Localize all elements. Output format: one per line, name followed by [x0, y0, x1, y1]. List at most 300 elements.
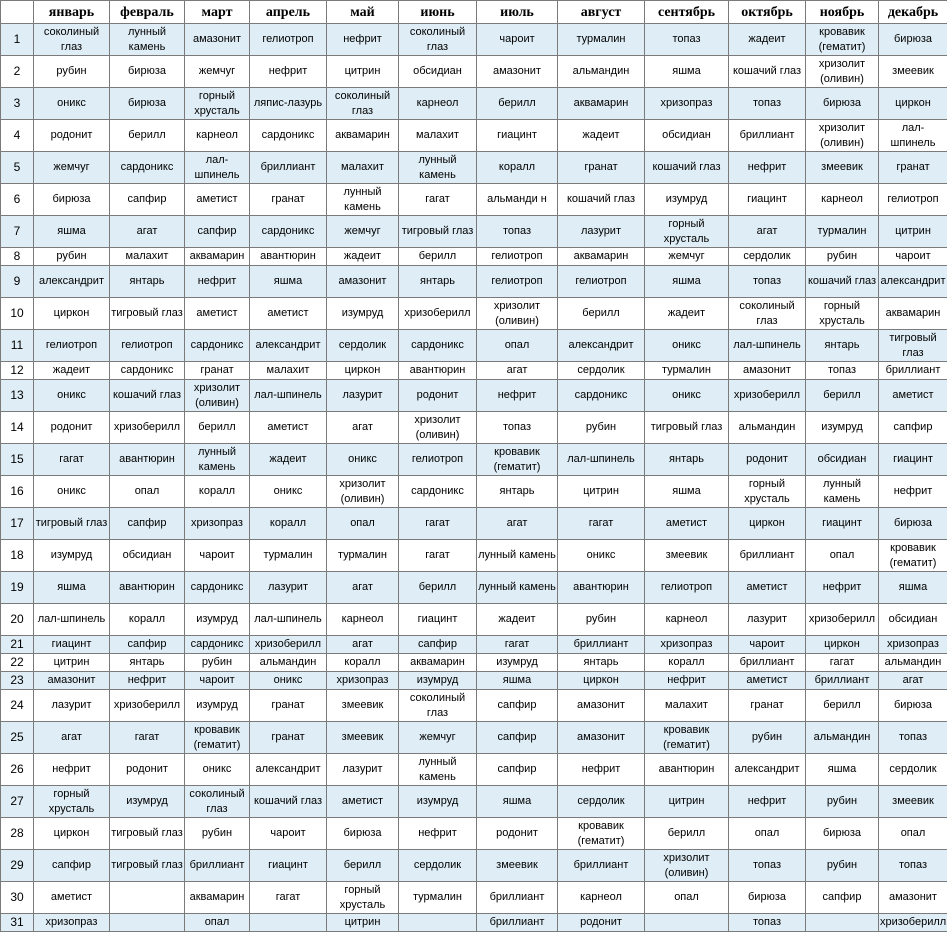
stone-cell: карнеол	[645, 604, 729, 636]
stone-cell: александрит	[250, 330, 327, 362]
stone-cell: рубин	[185, 818, 250, 850]
stone-cell: альмандин	[558, 56, 645, 88]
stone-cell: агат	[879, 672, 947, 690]
stone-cell: гранат	[558, 152, 645, 184]
stone-cell: хризолит (оливин)	[477, 298, 558, 330]
day-number-cell: 11	[1, 330, 34, 362]
stone-cell: жемчуг	[34, 152, 110, 184]
table-row	[1, 266, 947, 298]
stone-cell: агат	[477, 362, 558, 380]
stone-cell: бриллиант	[250, 152, 327, 184]
day-number-cell: 27	[1, 786, 34, 818]
stone-cell: нефрит	[110, 672, 185, 690]
stone-cell: чароит	[477, 24, 558, 56]
stone-cell: гелиотроп	[879, 184, 947, 216]
stone-cell: нефрит	[645, 672, 729, 690]
stone-cell: лал-шпинель	[879, 120, 947, 152]
stone-cell	[806, 914, 879, 932]
stone-cell: берилл	[477, 88, 558, 120]
stone-cell: аквамарин	[327, 120, 399, 152]
table-row	[1, 540, 947, 572]
stone-cell	[110, 914, 185, 932]
stone-cell: цитрин	[879, 216, 947, 248]
stone-cell: топаз	[729, 266, 806, 298]
stone-cell: аметист	[185, 298, 250, 330]
stone-cell: оникс	[34, 380, 110, 412]
stone-cell: изумруд	[327, 298, 399, 330]
stone-cell: аквамарин	[185, 248, 250, 266]
stone-cell: янтарь	[399, 266, 477, 298]
day-number-cell: 3	[1, 88, 34, 120]
stone-cell: лазурит	[327, 380, 399, 412]
stone-cell: турмалин	[250, 540, 327, 572]
stone-cell: агат	[327, 572, 399, 604]
stone-cell: лазурит	[34, 690, 110, 722]
stone-cell: александрит	[34, 266, 110, 298]
stone-cell: топаз	[879, 722, 947, 754]
stone-cell: гагат	[558, 508, 645, 540]
day-number-cell: 19	[1, 572, 34, 604]
stone-cell: сардоникс	[110, 152, 185, 184]
stone-cell: нефрит	[729, 152, 806, 184]
stone-cell: малахит	[110, 248, 185, 266]
stone-cell: лунный камень	[327, 184, 399, 216]
stone-cell: нефрит	[558, 754, 645, 786]
stone-cell: хризопраз	[34, 914, 110, 932]
table-row	[1, 56, 947, 88]
day-number-cell: 16	[1, 476, 34, 508]
stone-cell: бриллиант	[477, 882, 558, 914]
stone-cell: опал	[477, 330, 558, 362]
stone-cell: бирюза	[879, 508, 947, 540]
stone-cell: хризоберилл	[250, 636, 327, 654]
stone-cell: кошачий глаз	[729, 56, 806, 88]
stone-cell: кошачий глаз	[645, 152, 729, 184]
stone-cell: жадеит	[558, 120, 645, 152]
stone-cell: оникс	[185, 754, 250, 786]
stone-cell: янтарь	[477, 476, 558, 508]
stone-cell: турмалин	[806, 216, 879, 248]
stone-cell: турмалин	[645, 362, 729, 380]
month-header: июль	[477, 1, 558, 24]
stone-cell: лунный камень	[185, 444, 250, 476]
stone-cell: змеевик	[477, 850, 558, 882]
stone-cell: лунный камень	[110, 24, 185, 56]
stone-cell: аквамарин	[399, 654, 477, 672]
table-row	[1, 850, 947, 882]
stone-cell: малахит	[327, 152, 399, 184]
stone-cell: карнеол	[399, 88, 477, 120]
stone-cell: яшма	[477, 672, 558, 690]
table-row	[1, 184, 947, 216]
stone-cell: амазонит	[729, 362, 806, 380]
stone-cell: малахит	[399, 120, 477, 152]
day-number-cell: 4	[1, 120, 34, 152]
month-header: февраль	[110, 1, 185, 24]
stone-cell: бриллиант	[729, 540, 806, 572]
stone-cell: циркон	[34, 818, 110, 850]
stone-cell: родонит	[729, 444, 806, 476]
stone-cell: гагат	[399, 184, 477, 216]
stone-cell: гиацинт	[806, 508, 879, 540]
stone-cell: яшма	[477, 786, 558, 818]
stone-cell: авантюрин	[110, 572, 185, 604]
stone-cell: опал	[645, 882, 729, 914]
table-row	[1, 24, 947, 56]
table-row	[1, 88, 947, 120]
stone-cell: рубин	[185, 654, 250, 672]
stone-cell: хризолит (оливин)	[399, 412, 477, 444]
stone-cell: рубин	[806, 786, 879, 818]
stone-cell: агат	[110, 216, 185, 248]
stone-cell: циркон	[327, 362, 399, 380]
day-number-cell: 25	[1, 722, 34, 754]
stone-cell: агат	[34, 722, 110, 754]
corner-cell	[1, 1, 34, 24]
stone-cell: кровавик (гематит)	[558, 818, 645, 850]
stone-cell: нефрит	[34, 754, 110, 786]
stone-cell: бриллиант	[879, 362, 947, 380]
stone-cell: агат	[327, 636, 399, 654]
stone-cell: бирюза	[879, 690, 947, 722]
stone-cell: бриллиант	[185, 850, 250, 882]
month-header: декабрь	[879, 1, 947, 24]
stone-cell: гагат	[250, 882, 327, 914]
stone-cell: сапфир	[110, 636, 185, 654]
stone-cell: аметист	[185, 184, 250, 216]
table-row	[1, 914, 947, 932]
stone-cell: амазонит	[558, 690, 645, 722]
stone-cell: берилл	[806, 690, 879, 722]
stone-cell: коралл	[110, 604, 185, 636]
stone-cell: обсидиан	[399, 56, 477, 88]
stone-cell: жемчуг	[185, 56, 250, 88]
day-number-cell: 31	[1, 914, 34, 932]
table-row	[1, 330, 947, 362]
stone-cell: лунный камень	[477, 572, 558, 604]
stone-cell: хризоберилл	[729, 380, 806, 412]
table-row	[1, 636, 947, 654]
stone-cell: коралл	[327, 654, 399, 672]
day-number-cell: 5	[1, 152, 34, 184]
stone-cell: лазурит	[729, 604, 806, 636]
stone-cell: жемчуг	[399, 722, 477, 754]
stone-cell: горный хрусталь	[327, 882, 399, 914]
stone-cell: горный хрусталь	[806, 298, 879, 330]
stone-cell: турмалин	[558, 24, 645, 56]
stone-cell: гагат	[110, 722, 185, 754]
stone-cell: соколиный глаз	[399, 690, 477, 722]
day-number-cell: 10	[1, 298, 34, 330]
stone-cell: янтарь	[806, 330, 879, 362]
table-row	[1, 654, 947, 672]
stone-cell: жадеит	[645, 298, 729, 330]
stone-cell: соколиный глаз	[34, 24, 110, 56]
stone-cell: сардоникс	[185, 636, 250, 654]
stone-cell: хризолит (оливин)	[185, 380, 250, 412]
table-row	[1, 722, 947, 754]
month-header: октябрь	[729, 1, 806, 24]
stone-cell: жемчуг	[327, 216, 399, 248]
stone-cell: аметист	[34, 882, 110, 914]
stone-cell: цитрин	[34, 654, 110, 672]
stone-cell: топаз	[879, 850, 947, 882]
stone-cell: яшма	[34, 572, 110, 604]
stone-cell: коралл	[477, 152, 558, 184]
day-number-cell: 21	[1, 636, 34, 654]
stone-cell: янтарь	[558, 654, 645, 672]
stone-cell: лал-шпинель	[34, 604, 110, 636]
stone-cell: аквамарин	[558, 88, 645, 120]
month-header: ноябрь	[806, 1, 879, 24]
stone-cell: берилл	[327, 850, 399, 882]
stone-cell: аметист	[729, 672, 806, 690]
stone-cell: коралл	[185, 476, 250, 508]
table-row	[1, 818, 947, 850]
stone-cell: сапфир	[110, 184, 185, 216]
stone-cell: аквамарин	[185, 882, 250, 914]
stone-cell	[110, 882, 185, 914]
stone-cell: нефрит	[806, 572, 879, 604]
stone-cell: лунный камень	[399, 754, 477, 786]
day-number-cell: 29	[1, 850, 34, 882]
day-number-cell: 17	[1, 508, 34, 540]
table-row	[1, 786, 947, 818]
day-number-cell: 8	[1, 248, 34, 266]
stone-cell: оникс	[250, 672, 327, 690]
month-header: август	[558, 1, 645, 24]
day-number-cell: 12	[1, 362, 34, 380]
stone-cell: берилл	[399, 572, 477, 604]
stone-cell: сапфир	[185, 216, 250, 248]
stone-cell	[250, 914, 327, 932]
stone-cell: агат	[327, 412, 399, 444]
stone-cell: опал	[110, 476, 185, 508]
stone-cell: янтарь	[110, 654, 185, 672]
stone-cell: опал	[729, 818, 806, 850]
stone-cell: аметист	[645, 508, 729, 540]
stone-cell: янтарь	[110, 266, 185, 298]
stone-cell: хризоберилл	[110, 412, 185, 444]
stone-cell: аквамарин	[558, 248, 645, 266]
stone-cell: кошачий глаз	[250, 786, 327, 818]
stone-cell: авантюрин	[645, 754, 729, 786]
stone-cell: тигровый глаз	[399, 216, 477, 248]
stone-cell: амазонит	[327, 266, 399, 298]
stone-cell: чароит	[250, 818, 327, 850]
stone-cell: гиацинт	[879, 444, 947, 476]
stone-cell: сардоникс	[399, 330, 477, 362]
stone-cell: турмалин	[327, 540, 399, 572]
stone-cell: хризопраз	[879, 636, 947, 654]
stone-cell: изумруд	[185, 690, 250, 722]
stone-cell: сапфир	[34, 850, 110, 882]
stone-cell: хризопраз	[645, 636, 729, 654]
stone-cell: аметист	[250, 298, 327, 330]
stone-cell: гелиотроп	[250, 24, 327, 56]
stone-cell: змеевик	[879, 56, 947, 88]
stone-cell: цитрин	[327, 56, 399, 88]
table-row	[1, 216, 947, 248]
stone-cell: соколиный глаз	[399, 24, 477, 56]
table-row	[1, 508, 947, 540]
day-number-cell: 22	[1, 654, 34, 672]
stone-cell: гелиотроп	[110, 330, 185, 362]
stone-cell: авантюрин	[558, 572, 645, 604]
stone-cell: изумруд	[185, 604, 250, 636]
table-row	[1, 476, 947, 508]
stone-cell: кошачий глаз	[110, 380, 185, 412]
table-row	[1, 690, 947, 722]
stone-cell: цитрин	[558, 476, 645, 508]
stone-cell: сардоникс	[110, 362, 185, 380]
stone-cell: цитрин	[327, 914, 399, 932]
stone-cell: сардоникс	[558, 380, 645, 412]
stone-cell: турмалин	[399, 882, 477, 914]
stone-cell: тигровый глаз	[110, 298, 185, 330]
stone-cell	[645, 914, 729, 932]
stone-cell: карнеол	[185, 120, 250, 152]
stone-cell: изумруд	[399, 672, 477, 690]
table-row	[1, 604, 947, 636]
stone-cell: топаз	[806, 362, 879, 380]
stone-cell: изумруд	[110, 786, 185, 818]
stone-cell: альмандин	[806, 722, 879, 754]
stone-cell: амазонит	[558, 722, 645, 754]
stone-cell: яшма	[645, 476, 729, 508]
stone-cell: змеевик	[327, 722, 399, 754]
stone-cell: сапфир	[399, 636, 477, 654]
stone-cell: хризоберилл	[110, 690, 185, 722]
table-body	[1, 24, 947, 932]
stone-cell: горный хрусталь	[34, 786, 110, 818]
table-row	[1, 152, 947, 184]
stone-cell: бирюза	[110, 88, 185, 120]
stone-cell: бирюза	[879, 24, 947, 56]
stone-cell: лал-шпинель	[185, 152, 250, 184]
stone-cell: нефрит	[399, 818, 477, 850]
stone-cell: коралл	[645, 654, 729, 672]
day-number-cell: 9	[1, 266, 34, 298]
stone-cell: яшма	[806, 754, 879, 786]
stone-cell: гелиотроп	[645, 572, 729, 604]
stone-cell: соколиный глаз	[729, 298, 806, 330]
stone-cell: сапфир	[477, 754, 558, 786]
stone-cell: лунный камень	[806, 476, 879, 508]
stone-cell: хризоберилл	[806, 604, 879, 636]
stone-cell: хризолит (оливин)	[645, 850, 729, 882]
stone-cell: сердолик	[399, 850, 477, 882]
stone-cell: обсидиан	[645, 120, 729, 152]
stone-cell: рубин	[729, 722, 806, 754]
table-row	[1, 754, 947, 786]
stone-cell: циркон	[806, 636, 879, 654]
stone-cell: обсидиан	[879, 604, 947, 636]
month-header: сентябрь	[645, 1, 729, 24]
stone-cell: берилл	[110, 120, 185, 152]
stone-cell: бирюза	[806, 88, 879, 120]
stone-cell: опал	[185, 914, 250, 932]
stone-cell: тигровый глаз	[110, 850, 185, 882]
stone-cell: альмандин	[729, 412, 806, 444]
stone-cell: гранат	[250, 184, 327, 216]
table-row	[1, 298, 947, 330]
stone-cell: жемчуг	[645, 248, 729, 266]
stone-cell: альмандин	[250, 654, 327, 672]
stone-cell: хризопраз	[645, 88, 729, 120]
stone-cell: оникс	[327, 444, 399, 476]
stone-cell: змеевик	[327, 690, 399, 722]
stone-cell: гагат	[399, 508, 477, 540]
table-row	[1, 120, 947, 152]
stone-cell: оникс	[645, 380, 729, 412]
stone-cell: амазонит	[185, 24, 250, 56]
stone-cell: гагат	[477, 636, 558, 654]
table-row	[1, 444, 947, 476]
stone-cell: родонит	[399, 380, 477, 412]
stone-cell: гелиотроп	[34, 330, 110, 362]
stone-cell: яшма	[645, 266, 729, 298]
stone-cell: бриллиант	[806, 672, 879, 690]
stone-cell: родонит	[558, 914, 645, 932]
month-header: июнь	[399, 1, 477, 24]
stone-cell: нефрит	[250, 56, 327, 88]
stone-cell: берилл	[558, 298, 645, 330]
stone-cell: бирюза	[729, 882, 806, 914]
stone-cell: чароит	[185, 540, 250, 572]
stone-cell: авантюрин	[110, 444, 185, 476]
stone-cell: сапфир	[879, 412, 947, 444]
stone-cell: изумруд	[477, 654, 558, 672]
stone-cell: кровавик (гематит)	[806, 24, 879, 56]
stone-cell: гиацинт	[34, 636, 110, 654]
stone-cell: кровавик (гематит)	[477, 444, 558, 476]
stone-cell: нефрит	[185, 266, 250, 298]
stone-cell: агат	[729, 216, 806, 248]
stone-cell: гиацинт	[250, 850, 327, 882]
stone-cell: изумруд	[806, 412, 879, 444]
stone-cell: изумруд	[34, 540, 110, 572]
stone-cell: тигровый глаз	[34, 508, 110, 540]
stone-cell: сапфир	[477, 722, 558, 754]
stone-cell: нефрит	[879, 476, 947, 508]
stone-cell: хризолит (оливин)	[327, 476, 399, 508]
stone-cell: яшма	[879, 572, 947, 604]
stone-cell: рубин	[806, 850, 879, 882]
stone-cell: гиацинт	[477, 120, 558, 152]
stone-cell: лунный камень	[477, 540, 558, 572]
stone-cell: малахит	[250, 362, 327, 380]
stone-cell: гранат	[185, 362, 250, 380]
stone-cell: изумруд	[645, 184, 729, 216]
stone-cell: опал	[806, 540, 879, 572]
stone-cell: родонит	[110, 754, 185, 786]
stone-cell: родонит	[34, 412, 110, 444]
day-number-cell: 28	[1, 818, 34, 850]
stone-cell: ляпис-лазурь	[250, 88, 327, 120]
stone-cell: авантюрин	[250, 248, 327, 266]
stone-cell: хризоберилл	[879, 914, 947, 932]
stone-cell: бирюза	[806, 818, 879, 850]
stone-cell: топаз	[477, 216, 558, 248]
stone-cell: змеевик	[879, 786, 947, 818]
stone-cell: рубин	[806, 248, 879, 266]
stone-cell: берилл	[806, 380, 879, 412]
stone-cell: бирюза	[110, 56, 185, 88]
stone-cell: оникс	[34, 476, 110, 508]
stone-cell: топаз	[645, 24, 729, 56]
stone-cell: сардоникс	[250, 120, 327, 152]
